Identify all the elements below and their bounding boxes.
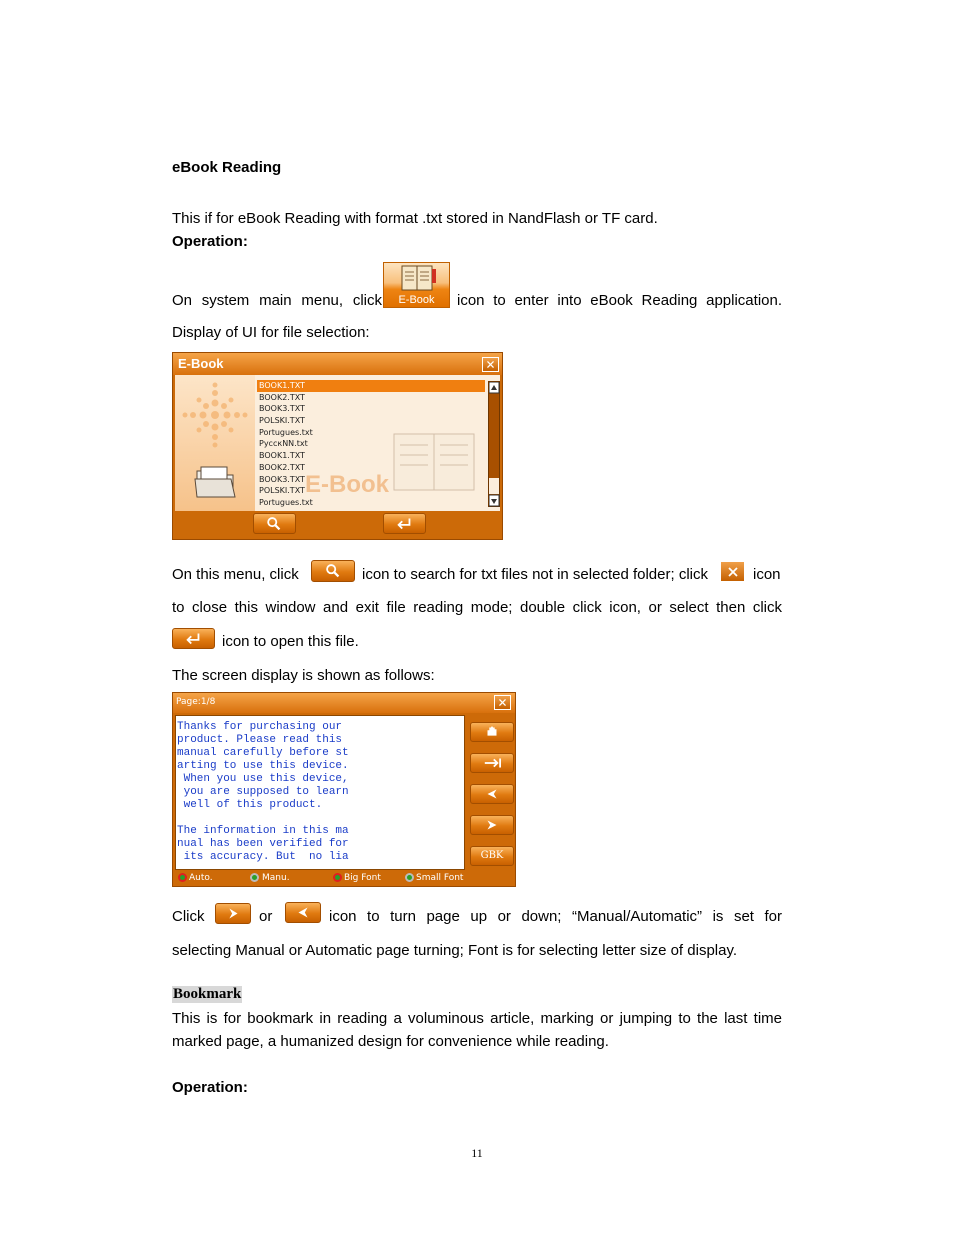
reader-titlebar xyxy=(173,693,515,713)
para2-text-b: icon to search for txt files not in selected folder; click xyxy=(362,566,708,583)
arrow-left-icon xyxy=(471,785,513,803)
auto-radio[interactable] xyxy=(178,873,187,882)
text-line: product. Please read this xyxy=(177,734,343,746)
file-item[interactable]: BOOK1.TXT xyxy=(259,451,305,461)
arrow-right-icon xyxy=(216,904,250,923)
auto-label: Auto. xyxy=(189,873,213,883)
window-titlebar xyxy=(173,353,502,375)
small-font-label: Small Font xyxy=(416,873,464,883)
big-font-radio[interactable] xyxy=(333,873,342,882)
enter-icon xyxy=(173,629,214,648)
jump-button[interactable] xyxy=(470,753,514,773)
ebook-app-icon xyxy=(383,262,450,308)
page-number: 11 xyxy=(471,1146,483,1160)
text-line: manual carefully before st xyxy=(177,747,349,759)
step1-text-before: On system main menu, click xyxy=(172,292,382,309)
big-font-label: Big Font xyxy=(344,873,381,883)
file-item[interactable]: BOOK3.TXT xyxy=(259,404,305,414)
para3-line2: selecting Manual or Automatic page turning; Font is for selecting letter size of display. xyxy=(172,942,738,959)
file-item[interactable]: POLSKI.TXT xyxy=(259,416,305,426)
screen-shown-text: The screen display is shown as follows: xyxy=(172,667,435,684)
search-button[interactable] xyxy=(253,513,296,534)
para3-rest: icon to turn page up or down; “Manual/Automatic” is set for xyxy=(329,908,782,925)
text-line: you are supposed to learn xyxy=(177,786,349,798)
manual-label: Manu. xyxy=(262,873,290,883)
close-icon-inline xyxy=(720,561,745,582)
text-line: When you use this device, xyxy=(177,773,349,785)
folder-icon xyxy=(193,465,237,499)
window-footer xyxy=(173,511,502,539)
text-line: its accuracy. But no lia xyxy=(177,851,349,863)
text-line: well of this product. xyxy=(177,799,323,811)
file-item[interactable]: POLSKI.TXT xyxy=(259,486,305,496)
arrow-right-icon xyxy=(471,816,513,834)
page-down-icon-inline xyxy=(215,903,251,924)
open-file-button[interactable] xyxy=(383,513,426,534)
jump-to-icon xyxy=(471,754,513,772)
file-item[interactable]: BOOK2.TXT xyxy=(259,462,305,472)
ebook-file-selection-window xyxy=(172,352,503,540)
step1-line2: Display of UI for file selection: xyxy=(172,324,370,341)
page-up-button[interactable] xyxy=(470,784,514,804)
search-button-inline xyxy=(311,560,355,582)
section-heading: eBook Reading xyxy=(172,159,282,176)
hand-icon xyxy=(471,723,513,741)
search-icon xyxy=(312,561,354,581)
ebook-watermark: E-Book xyxy=(305,471,389,498)
enter-button-inline xyxy=(172,628,215,649)
window-title: E-Book xyxy=(178,356,224,371)
reading-text-area xyxy=(175,715,465,870)
ebook-app-icon-label: E-Book xyxy=(398,294,435,306)
file-list xyxy=(257,380,485,509)
bookmark-line2: marked page, a humanized design for convenience while reading. xyxy=(172,1033,609,1050)
text-line: The information in this ma xyxy=(177,825,349,837)
step1-text-after: icon to enter into eBook Reading application. xyxy=(457,292,782,309)
file-item[interactable]: Portugues.txt xyxy=(259,497,313,507)
bookmark-heading: Bookmark xyxy=(173,986,242,1002)
para3-or: or xyxy=(259,908,273,925)
enter-icon xyxy=(384,514,425,533)
file-item[interactable]: Portugues.txt xyxy=(259,427,313,437)
bookmark-button[interactable] xyxy=(470,722,514,742)
operation-label-2: Operation: xyxy=(172,1079,248,1096)
page-down-button[interactable] xyxy=(470,815,514,835)
text-line: arting to use this device. xyxy=(177,760,349,772)
scrollbar[interactable] xyxy=(488,381,500,507)
arrow-left-icon xyxy=(286,903,320,922)
para3-click: Click xyxy=(172,908,205,925)
file-item[interactable]: PyccкNN.txt xyxy=(259,439,308,449)
file-item[interactable]: BOOK3.TXT xyxy=(259,474,305,484)
encoding-button[interactable] xyxy=(470,846,514,866)
file-list-area xyxy=(175,375,500,511)
bookmark-line1: This is for bookmark in reading a voluminous article, marking or jumping to the last time xyxy=(172,1010,782,1027)
page-up-icon-inline xyxy=(285,902,321,923)
page-indicator: Page:1/8 xyxy=(176,697,216,707)
text-line: Thanks for purchasing our xyxy=(177,721,343,733)
ebook-reader-window xyxy=(172,692,516,887)
search-icon xyxy=(254,514,295,533)
reader-options-bar xyxy=(173,871,515,886)
close-button[interactable] xyxy=(494,695,511,710)
encoding-label: GBK xyxy=(480,850,504,861)
close-button[interactable] xyxy=(482,357,499,372)
manual-radio[interactable] xyxy=(250,873,259,882)
text-line: nual has been verified for xyxy=(177,838,349,850)
file-item[interactable]: BOOK1.TXT xyxy=(257,380,485,392)
small-font-radio[interactable] xyxy=(405,873,414,882)
para2-line2: to close this window and exit file reading mode; double click icon, or select then click xyxy=(172,599,782,616)
para2-line3: icon to open this file. xyxy=(222,633,359,650)
para2-text-a: On this menu, click xyxy=(172,566,299,583)
intro-paragraph: This if for eBook Reading with format .txt stored in NandFlash or TF card. xyxy=(172,210,658,227)
para2-text-c: icon xyxy=(753,566,781,583)
file-item[interactable]: BOOK2.TXT xyxy=(259,392,305,402)
operation-label: Operation: xyxy=(172,233,248,250)
